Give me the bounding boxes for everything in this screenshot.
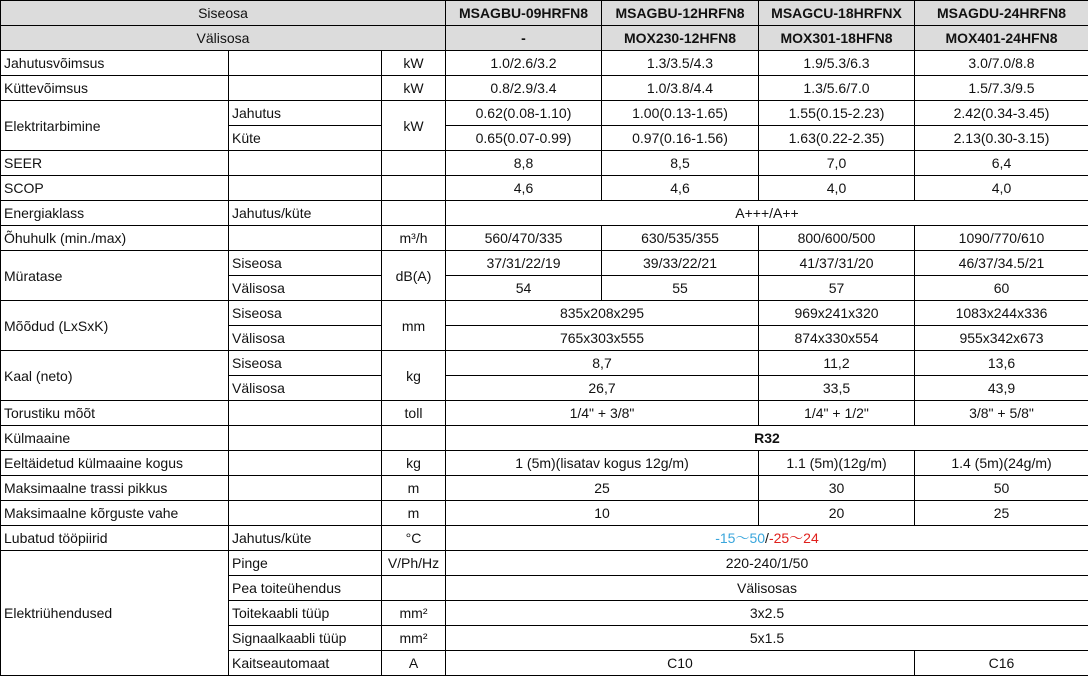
unit-cell: m: [382, 476, 446, 501]
value-cell: 220-240/1/50: [446, 551, 1088, 576]
value-cell: 25: [915, 501, 1088, 526]
value-cell: 4,6: [602, 176, 759, 201]
sub-label: Signaalkaabli tüüp: [229, 626, 382, 651]
value-cell: 46/37/34.5/21: [915, 251, 1088, 276]
value-cell: 13,6: [915, 351, 1088, 376]
range-separator: /: [765, 530, 769, 546]
sub-label: Siseosa: [229, 301, 382, 326]
value-cell: Välisosas: [446, 576, 1088, 601]
unit-cell: mm: [382, 301, 446, 351]
value-cell: 1.00(0.13-1.65): [602, 101, 759, 126]
empty-cell: [229, 151, 382, 176]
unit-cell: kW: [382, 51, 446, 76]
value-cell: 39/33/22/21: [602, 251, 759, 276]
indoor-model: MSAGDU-24HRFN8: [915, 1, 1088, 26]
row-label: Külmaaine: [1, 426, 229, 451]
sub-label: Välisosa: [229, 376, 382, 401]
row-label: Maksimaalne kõrguste vahe: [1, 501, 229, 526]
value-cell: 969x241x320: [759, 301, 915, 326]
row-precharge: [1, 451, 1088, 476]
value-cell: 2.42(0.34-3.45): [915, 101, 1088, 126]
row-energy-class: [1, 201, 1088, 226]
row-scop: [1, 176, 1088, 201]
outdoor-model: MOX301-18HFN8: [759, 26, 915, 51]
unit-cell: A: [382, 651, 446, 676]
empty-cell: [229, 76, 382, 101]
value-cell: C10: [446, 651, 915, 676]
outdoor-model: MOX230-12HFN8: [602, 26, 759, 51]
value-cell: 800/600/500: [759, 226, 915, 251]
value-cell: 2.13(0.30-3.15): [915, 126, 1088, 151]
unit-cell: mm²: [382, 601, 446, 626]
row-seer: [1, 151, 1088, 176]
value-cell: R32: [446, 426, 1088, 451]
row-heating-capacity: [1, 76, 1088, 101]
unit-cell: m: [382, 501, 446, 526]
row-pipe-size: [1, 401, 1088, 426]
row-airflow: [1, 226, 1088, 251]
unit-cell: toll: [382, 401, 446, 426]
row-max-pipe-length: [1, 476, 1088, 501]
value-cell: 8,5: [602, 151, 759, 176]
value-cell: 955x342x673: [915, 326, 1088, 351]
row-label: Eeltäidetud külmaaine kogus: [1, 451, 229, 476]
value-cell: 3/8" + 5/8": [915, 401, 1088, 426]
header-row-outdoor: [1, 26, 1088, 51]
row-label: Õhuhulk (min./max): [1, 226, 229, 251]
sub-label: Jahutus: [229, 101, 382, 126]
value-cell: 11,2: [759, 351, 915, 376]
empty-cell: [229, 401, 382, 426]
value-cell: 1.9/5.3/6.3: [759, 51, 915, 76]
value-cell: 5x1.5: [446, 626, 1088, 651]
row-max-height-diff: [1, 501, 1088, 526]
unit-cell: kW: [382, 76, 446, 101]
row-operating-range: [1, 526, 1088, 551]
unit-cell: °C: [382, 526, 446, 551]
value-cell: 25: [446, 476, 759, 501]
value-cell: 60: [915, 276, 1088, 301]
value-cell: 3x2.5: [446, 601, 1088, 626]
sub-label: Siseosa: [229, 251, 382, 276]
row-label: Maksimaalne trassi pikkus: [1, 476, 229, 501]
sub-label: Välisosa: [229, 276, 382, 301]
row-voltage: [1, 551, 1088, 576]
value-cell: 1.55(0.15-2.23): [759, 101, 915, 126]
value-cell: 37/31/22/19: [446, 251, 602, 276]
empty-cell: [229, 176, 382, 201]
value-cell: 8,8: [446, 151, 602, 176]
header-row-indoor: [1, 1, 1088, 26]
value-cell: 765x303x555: [446, 326, 759, 351]
value-cell: 1/4" + 1/2": [759, 401, 915, 426]
value-cell: 7,0: [759, 151, 915, 176]
row-label: Elektriühendused: [1, 551, 229, 676]
row-label: Kaal (neto): [1, 351, 229, 401]
value-cell: 1083x244x336: [915, 301, 1088, 326]
unit-cell: dB(A): [382, 251, 446, 301]
cooling-range: -15～50: [715, 530, 765, 546]
value-cell: 1.3/3.5/4.3: [602, 51, 759, 76]
row-label: Energiaklass: [1, 201, 229, 226]
header-outdoor-label: Välisosa: [1, 26, 446, 51]
value-cell: 0.97(0.16-1.56): [602, 126, 759, 151]
operating-range-value: [446, 526, 1088, 551]
value-cell: 1090/770/610: [915, 226, 1088, 251]
value-cell: 54: [446, 276, 602, 301]
empty-cell: [382, 576, 446, 601]
value-cell: 55: [602, 276, 759, 301]
row-noise-indoor: [1, 251, 1088, 276]
value-cell: 874x330x554: [759, 326, 915, 351]
row-label: Müratase: [1, 251, 229, 301]
value-cell: 50: [915, 476, 1088, 501]
row-label: Torustiku mõõt: [1, 401, 229, 426]
sub-label: Siseosa: [229, 351, 382, 376]
value-cell: 57: [759, 276, 915, 301]
value-cell: 1.63(0.22-2.35): [759, 126, 915, 151]
value-cell: 20: [759, 501, 915, 526]
value-cell: 41/37/31/20: [759, 251, 915, 276]
value-cell: C16: [915, 651, 1088, 676]
row-label: Jahutusvõimsus: [1, 51, 229, 76]
empty-cell: [382, 201, 446, 226]
value-cell: 3.0/7.0/8.8: [915, 51, 1088, 76]
row-weight-indoor: [1, 351, 1088, 376]
row-power-input-cooling: [1, 101, 1088, 126]
empty-cell: [382, 426, 446, 451]
value-cell: 0.65(0.07-0.99): [446, 126, 602, 151]
value-cell: 33,5: [759, 376, 915, 401]
row-refrigerant: [1, 426, 1088, 451]
value-cell: 1.4 (5m)(24g/m): [915, 451, 1088, 476]
value-cell: 1.1 (5m)(12g/m): [759, 451, 915, 476]
sub-label: Kaitseautomaat: [229, 651, 382, 676]
value-cell: 43,9: [915, 376, 1088, 401]
sub-label: Küte: [229, 126, 382, 151]
value-cell: 8,7: [446, 351, 759, 376]
empty-cell: [229, 226, 382, 251]
unit-cell: kg: [382, 451, 446, 476]
sub-label: Jahutus/küte: [229, 526, 382, 551]
sub-label: Jahutus/küte: [229, 201, 382, 226]
outdoor-model: MOX401-24HFN8: [915, 26, 1088, 51]
value-cell: 1.0/3.8/4.4: [602, 76, 759, 101]
empty-cell: [382, 151, 446, 176]
value-cell: 560/470/335: [446, 226, 602, 251]
sub-label: Välisosa: [229, 326, 382, 351]
row-label: Lubatud tööpiirid: [1, 526, 229, 551]
unit-cell: V/Ph/Hz: [382, 551, 446, 576]
empty-cell: [382, 176, 446, 201]
empty-cell: [229, 51, 382, 76]
value-cell: 6,4: [915, 151, 1088, 176]
empty-cell: [229, 426, 382, 451]
unit-cell: mm²: [382, 626, 446, 651]
value-cell: 1.5/7.3/9.5: [915, 76, 1088, 101]
value-cell: 4,6: [446, 176, 602, 201]
row-label: Mõõdud (LxSxK): [1, 301, 229, 351]
unit-cell: kW: [382, 101, 446, 151]
outdoor-model: -: [446, 26, 602, 51]
row-dimensions-indoor: [1, 301, 1088, 326]
empty-cell: [229, 501, 382, 526]
value-cell: 1/4" + 3/8": [446, 401, 759, 426]
header-indoor-label: Siseosa: [1, 1, 446, 26]
row-cooling-capacity: [1, 51, 1088, 76]
value-cell: 4,0: [759, 176, 915, 201]
value-cell: A+++/A++: [446, 201, 1088, 226]
value-cell: 30: [759, 476, 915, 501]
value-cell: 4,0: [915, 176, 1088, 201]
indoor-model: MSAGBU-12HRFN8: [602, 1, 759, 26]
row-label: SCOP: [1, 176, 229, 201]
value-cell: 0.8/2.9/3.4: [446, 76, 602, 101]
value-cell: 0.62(0.08-1.10): [446, 101, 602, 126]
heating-range: -25～24: [769, 530, 819, 546]
indoor-model: MSAGBU-09HRFN8: [446, 1, 602, 26]
sub-label: Toitekaabli tüüp: [229, 601, 382, 626]
value-cell: 10: [446, 501, 759, 526]
row-label: SEER: [1, 151, 229, 176]
sub-label: Pinge: [229, 551, 382, 576]
row-label: Küttevõimsus: [1, 76, 229, 101]
value-cell: 630/535/355: [602, 226, 759, 251]
value-cell: 1.3/5.6/7.0: [759, 76, 915, 101]
value-cell: 1 (5m)(lisatav kogus 12g/m): [446, 451, 759, 476]
unit-cell: m³/h: [382, 226, 446, 251]
indoor-model: MSAGCU-18HRFNX: [759, 1, 915, 26]
row-label: Elektritarbimine: [1, 101, 229, 151]
unit-cell: kg: [382, 351, 446, 401]
value-cell: 26,7: [446, 376, 759, 401]
value-cell: 1.0/2.6/3.2: [446, 51, 602, 76]
value-cell: 835x208x295: [446, 301, 759, 326]
empty-cell: [229, 451, 382, 476]
empty-cell: [229, 476, 382, 501]
sub-label: Pea toiteühendus: [229, 576, 382, 601]
